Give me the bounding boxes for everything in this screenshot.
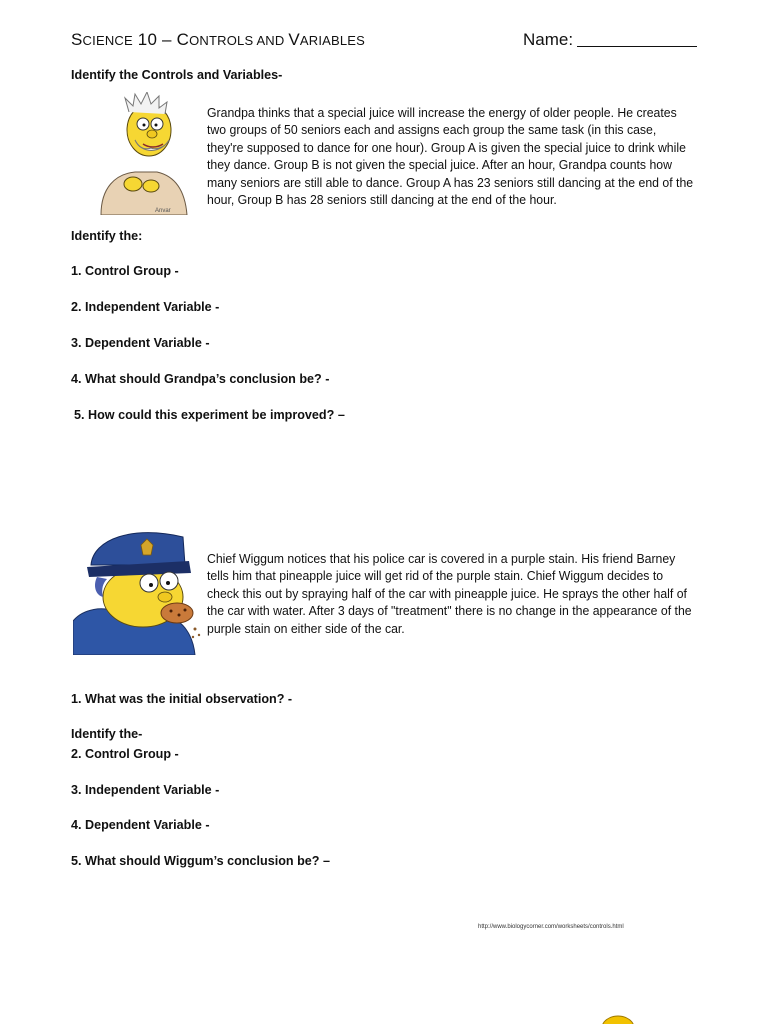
name-label: Name: xyxy=(523,30,574,49)
question-improve-experiment: 5. How could this experiment be improved? – xyxy=(74,408,345,422)
section1-heading: Identify the Controls and Variables- xyxy=(71,68,283,82)
question-initial-observation: 1. What was the initial observation? - xyxy=(71,692,293,706)
identify-the-label: Identify the: xyxy=(71,229,143,243)
name-blank-line[interactable] xyxy=(577,32,697,47)
worksheet-title: SCIENCE 10 – CONTROLS AND VARIABLES xyxy=(71,30,366,49)
name-field xyxy=(523,30,697,50)
question-dependent-variable-2: 4. Dependent Variable - xyxy=(71,818,210,832)
question-independent-variable: 2. Independent Variable - xyxy=(71,300,220,314)
source-url[interactable]: http://www.biologycorner.com/worksheets/controls.html xyxy=(478,924,624,930)
wiggum-story: Chief Wiggum notices that his police car is covered in a purple stain. His friend Barney tells him that pineapple juice will get rid of the purple stain. Chief Wiggum decides to check this out by spraying half of the car with pineapple juice. He sprays the other half of the car with water. After 3 days of "treatment" there is no change in the appearance of the purple stain on either side of the car. xyxy=(207,551,692,636)
grandpa-cartoon-icon xyxy=(95,92,191,215)
question-wiggum-conclusion: 5. What should Wiggum’s conclusion be? – xyxy=(71,854,331,868)
smiley-corner-icon xyxy=(598,1014,638,1024)
grandpa-story: Grandpa thinks that a special juice will increase the energy of older people. He creates two groups of 50 seniors each and assigns each group the same task (in this case, they're supposed to dance for one hour). Group A is given the special juice to drink while they dance. Group B is not given the special juice. After an hour, Grandpa counts how many seniors are still able to dance. Group A has 23 seniors still dancing at the end of the hour, Group B has 28 seniors still dancing at the end of the hour. xyxy=(207,105,694,208)
question-control-group: 1. Control Group - xyxy=(71,264,179,278)
question-control-group-2: 2. Control Group - xyxy=(71,747,179,761)
question-dependent-variable: 3. Dependent Variable - xyxy=(71,336,210,350)
question-independent-variable-2: 3. Independent Variable - xyxy=(71,783,220,797)
police-chief-cartoon-icon xyxy=(73,525,203,655)
question-grandpa-conclusion: 4. What should Grandpa’s conclusion be? - xyxy=(71,372,330,386)
identify-the-label-2: Identify the- xyxy=(71,727,143,741)
svg-text:Anvar: Anvar xyxy=(155,208,171,214)
